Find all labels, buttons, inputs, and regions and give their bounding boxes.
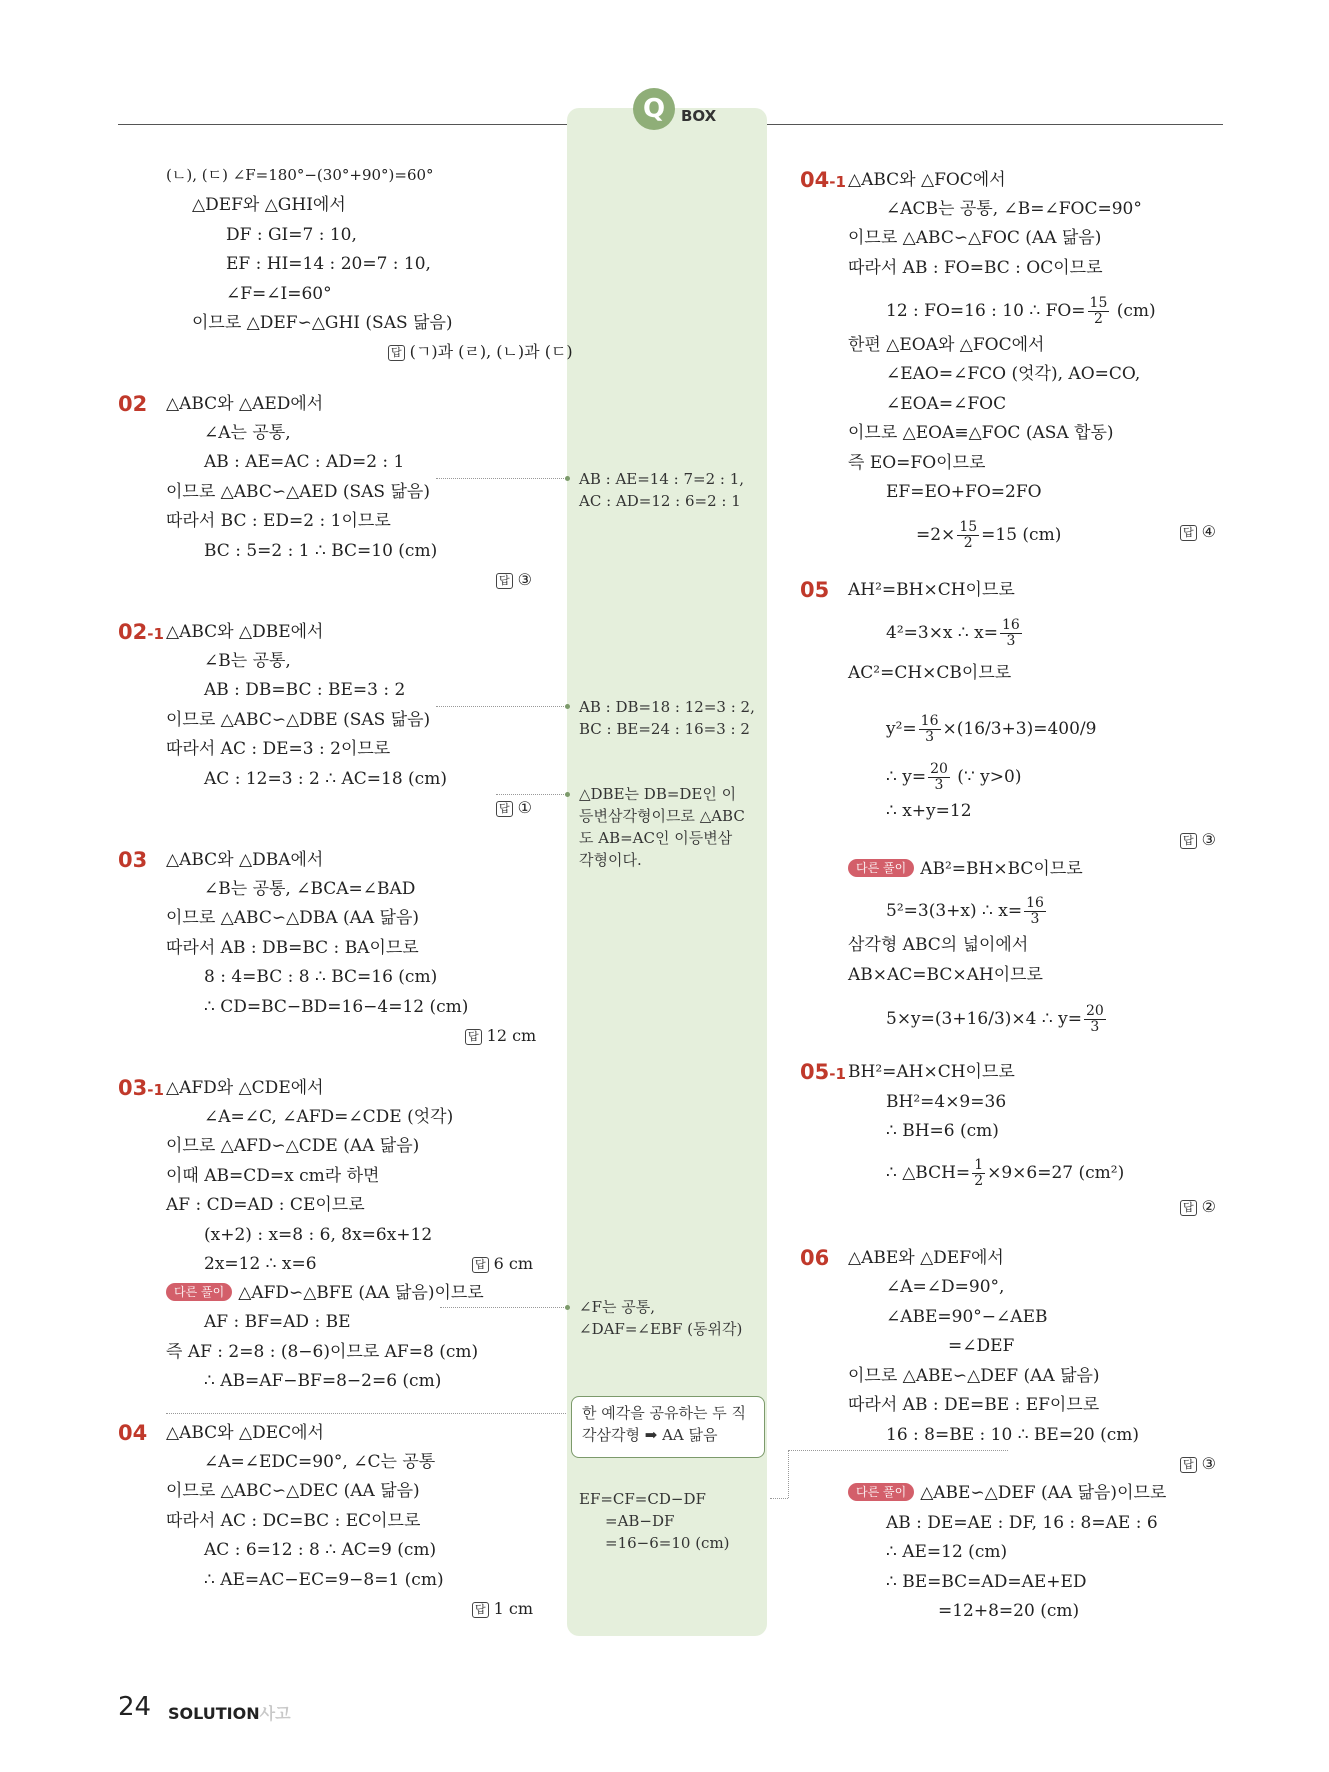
footer-brand: SOLUTION사고 [168, 1704, 291, 1723]
line: 따라서 AC : DE=3 : 2이므로 [166, 739, 391, 759]
line: △ABC와 △DBA에서 [166, 850, 324, 870]
fraction: $\frac{15}{2}$ [959, 519, 978, 551]
line: (ㄴ), (ㄷ) ∠F=180°−(30°+90°)=60° [166, 166, 434, 184]
line: BC : 5=2 : 1 ∴ BC=10 (cm) [204, 541, 438, 561]
answer-icon: 답 [472, 1257, 489, 1273]
note-04: 한 예각을 공유하는 두 직 각삼각형 ➡ AA 닮음 [582, 1404, 746, 1444]
answer-icon: 답 [1180, 1200, 1197, 1216]
line: ∴ AB=AF−BF=8−2=6 (cm) [204, 1371, 442, 1391]
line: ∴ x+y=12 [886, 801, 972, 821]
line: △ABC와 △DEC에서 [166, 1423, 324, 1443]
line: 삼각형 ABC의 넓이에서 [848, 935, 1029, 955]
line: 다른 풀이 △ABE∽△DEF (AA 닮음)이므로 [848, 1482, 1166, 1504]
alt-solution-tag: 다른 풀이 [848, 859, 914, 877]
answer-icon: 답 [496, 801, 513, 817]
connector [788, 1450, 1008, 1451]
line: ∠A는 공통, [204, 423, 291, 443]
line: AB : AE=AC : AD=2 : 1 [204, 452, 405, 472]
line: (x+2) : x=8 : 6, 8x=6x+12 [204, 1225, 433, 1245]
line: EF : HI=14 : 20=7 : 10, [226, 254, 431, 274]
line: 이때 AB=CD=x cm라 하면 [166, 1166, 380, 1186]
line: AF : BF=AD : BE [204, 1312, 351, 1332]
connector [496, 794, 566, 795]
header-rule-left [118, 124, 570, 125]
fraction: $\frac{20}{3}$ [930, 761, 948, 793]
answer-icon: 답 [1180, 525, 1197, 541]
line: AH²=BH×CH이므로 [848, 580, 1015, 600]
alt-solution-tag: 다른 풀이 [166, 1283, 232, 1301]
connector [770, 1498, 788, 1499]
answer: 답 ③ [1180, 1453, 1216, 1475]
line: 2x=12 ∴ x=6 [204, 1254, 317, 1274]
line: ∠A=∠EDC=90°, ∠C는 공통 [204, 1452, 436, 1472]
line: ∴ y= $\frac{20}{3}$ (∵ y>0) [886, 761, 1022, 793]
line: ∠ACB는 공통, ∠B=∠FOC=90° [886, 199, 1142, 219]
line: △ABC와 △DBE에서 [166, 622, 324, 642]
note-02-1-isosceles: △DBE는 DB=DE인 이 등변삼각형이므로 △ABC 도 AB=AC인 이등변삼 각형이다. [579, 785, 745, 869]
connector [166, 1413, 566, 1414]
connector [436, 706, 566, 707]
line: △ABC와 △AED에서 [166, 394, 324, 414]
line: 이므로 △ABC∽△DEC (AA 닮음) [166, 1481, 420, 1501]
line: 12 : FO=16 : 10 ∴ FO= $\frac{15}{2}$ (cm) [886, 295, 1156, 327]
line: 다른 풀이 △AFD∽△BFE (AA 닮음)이므로 [166, 1282, 484, 1304]
problem-number: 05-1 [800, 1060, 846, 1084]
answer: 답 (ㄱ)과 (ㄹ), (ㄴ)과 (ㄷ) [388, 341, 573, 363]
line: 즉 AF : 2=8 : (8−6)이므로 AF=8 (cm) [166, 1342, 479, 1362]
fraction: $\frac{16}{3}$ [1026, 895, 1044, 927]
line: 4²=3×x ∴ x= $\frac{16}{3}$ [886, 617, 1020, 649]
fraction: $\frac{15}{2}$ [1089, 295, 1108, 327]
line: y²= $\frac{16}{3}$ ×(16/3+3)=400/9 [886, 713, 1097, 745]
note-03-1: ∠F는 공통, ∠DAF=∠EBF (동위각) [579, 1298, 743, 1338]
line: 따라서 AB : FO=BC : OC이므로 [848, 258, 1103, 278]
line: ∴ BE=BC=AD=AE+ED [886, 1572, 1087, 1592]
connector-dot [565, 792, 570, 797]
line: ∠EAO=∠FCO (엇각), AO=CO, [886, 364, 1141, 384]
connector-dot [565, 476, 570, 481]
line: AC²=CH×CB이므로 [848, 663, 1012, 683]
line: 이므로 △ABC∽△DBA (AA 닮음) [166, 908, 420, 928]
line: 이므로 △ABC∽△DBE (SAS 닮음) [166, 710, 431, 730]
line: AB : DE=AE : DF, 16 : 8=AE : 6 [886, 1513, 1158, 1533]
line: 이므로 △EOA≡△FOC (ASA 합동) [848, 423, 1114, 443]
line: BH²=4×9=36 [886, 1092, 1007, 1112]
line: 한편 △EOA와 △FOC에서 [848, 335, 1045, 355]
answer: 답 6 cm [472, 1253, 533, 1275]
fraction: $\frac{16}{3}$ [1001, 617, 1020, 649]
line: 따라서 AB : DE=BE : EF이므로 [848, 1395, 1100, 1415]
answer: 답 ③ [1180, 829, 1216, 851]
line: ∠F=∠I=60° [226, 284, 332, 304]
answer-icon: 답 [496, 573, 513, 589]
fraction: $\frac{16}{3}$ [920, 713, 939, 745]
answer: 답 ④ [1180, 521, 1216, 543]
line: =12+8=20 (cm) [938, 1601, 1080, 1621]
answer-icon: 답 [465, 1029, 482, 1045]
line: ∴ AE=AC−EC=9−8=1 (cm) [204, 1570, 444, 1590]
answer-icon: 답 [1180, 833, 1197, 849]
line: AB : DB=BC : BE=3 : 2 [204, 680, 406, 700]
line: ∠B는 공통, [204, 651, 291, 671]
line: 이므로 △ABC∽△AED (SAS 닮음) [166, 482, 430, 502]
line: 이므로 △ABE∽△DEF (AA 닮음) [848, 1366, 1100, 1386]
line: 이므로 △AFD∽△CDE (AA 닮음) [166, 1136, 420, 1156]
line: EF=EO+FO=2FO [886, 482, 1042, 502]
q-letter: Q [642, 94, 666, 124]
line: △DEF와 △GHI에서 [192, 195, 346, 215]
q-badge [633, 88, 675, 130]
alt-solution-tag: 다른 풀이 [848, 1483, 914, 1501]
line: 따라서 AB : DB=BC : BA이므로 [166, 938, 419, 958]
problem-number: 02 [118, 392, 148, 416]
line: DF : GI=7 : 10, [226, 225, 357, 245]
answer-icon: 답 [388, 345, 405, 361]
line: ∴ △BCH= $\frac{1}{2}$ ×9×6=27 (cm²) [886, 1157, 1125, 1189]
problem-number: 04-1 [800, 168, 846, 192]
answer: 답 ① [496, 797, 532, 819]
connector [436, 478, 566, 479]
answer: 답 ③ [496, 569, 532, 591]
line: ∠ABE=90°−∠AEB [886, 1307, 1048, 1327]
line: 5²=3(3+x) ∴ x= $\frac{16}{3}$ [886, 895, 1044, 927]
line: ∠A=∠D=90°, [886, 1277, 1005, 1297]
fraction: $\frac{20}{3}$ [1085, 1003, 1104, 1035]
line: 16 : 8=BE : 10 ∴ BE=20 (cm) [886, 1425, 1140, 1445]
line: =∠DEF [948, 1336, 1015, 1356]
line: ∠EOA=∠FOC [886, 394, 1007, 414]
line: ∴ BH=6 (cm) [886, 1121, 999, 1141]
connector-dot [565, 1305, 570, 1310]
line: =2× $\frac{15}{2}$ =15 (cm) [916, 519, 1062, 551]
note-02: AB : AE=14 : 7=2 : 1, AC : AD=12 : 6=2 : 1 [579, 470, 745, 510]
line: AB×AC=BC×AH이므로 [848, 965, 1043, 985]
connector [788, 1450, 789, 1498]
page-number: 24 [118, 1692, 152, 1722]
note-04-1: EF=CF=CD−DF =AB−DF =16−6=10 (cm) [579, 1490, 730, 1552]
line: △ABE와 △DEF에서 [848, 1248, 1004, 1268]
fraction: $\frac{1}{2}$ [974, 1157, 984, 1189]
answer-icon: 답 [472, 1602, 489, 1618]
line: ∠B는 공통, ∠BCA=∠BAD [204, 879, 416, 899]
line: 8 : 4=BC : 8 ∴ BC=16 (cm) [204, 967, 438, 987]
problem-number: 04 [118, 1421, 148, 1445]
line: 이므로 △DEF∽△GHI (SAS 닮음) [192, 313, 453, 333]
header-rule-right [765, 124, 1223, 125]
box-label: BOX [681, 107, 717, 125]
problem-number: 06 [800, 1246, 830, 1270]
line: △AFD와 △CDE에서 [166, 1078, 324, 1098]
line: 즉 EO=FO이므로 [848, 453, 986, 473]
answer: 답 12 cm [465, 1025, 536, 1047]
answer-icon: 답 [1180, 1457, 1197, 1473]
line: AC : 12=3 : 2 ∴ AC=18 (cm) [204, 769, 447, 789]
line: ∴ AE=12 (cm) [886, 1542, 1008, 1562]
problem-number: 02-1 [118, 620, 164, 644]
problem-number: 05 [800, 578, 830, 602]
answer: 답 1 cm [472, 1598, 533, 1620]
line: 이므로 △ABC∽△FOC (AA 닮음) [848, 228, 1102, 248]
line: 다른 풀이 AB²=BH×BC이므로 [848, 858, 1083, 880]
connector-dot [565, 704, 570, 709]
line: ∠A=∠C, ∠AFD=∠CDE (엇각) [204, 1107, 454, 1127]
line: ∴ CD=BC−BD=16−4=12 (cm) [204, 997, 469, 1017]
answer: 답 ② [1180, 1196, 1216, 1218]
connector [440, 1307, 566, 1308]
line: 따라서 BC : ED=2 : 1이므로 [166, 511, 391, 531]
problem-number: 03-1 [118, 1076, 164, 1100]
problem-number: 03 [118, 848, 148, 872]
line: 따라서 AC : DC=BC : EC이므로 [166, 1511, 421, 1531]
line: AF : CD=AD : CE이므로 [166, 1195, 365, 1215]
line: AC : 6=12 : 8 ∴ AC=9 (cm) [204, 1540, 437, 1560]
line: 5×y=(3+16/3)×4 ∴ y= $\frac{20}{3}$ [886, 1003, 1104, 1035]
line: BH²=AH×CH이므로 [848, 1062, 1015, 1082]
line: △ABC와 △FOC에서 [848, 170, 1006, 190]
note-02-1: AB : DB=18 : 12=3 : 2, BC : BE=24 : 16=3 : 2 [579, 698, 755, 738]
